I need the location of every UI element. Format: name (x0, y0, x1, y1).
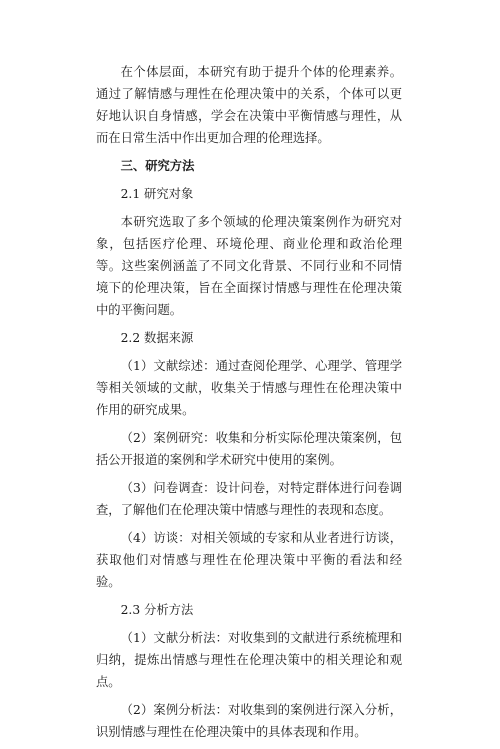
paragraph-literature-analysis: （1）文献分析法：对收集到的文献进行系统梳理和归纳，提炼出情感与理性在伦理决策中的相关理论和观点。 (96, 631, 402, 689)
document-body (96, 61, 402, 749)
paragraph-research-object: 本研究选取了多个领域的伦理决策案例作为研究对象，包括医疗伦理、环境伦理、商业伦理和政治伦理等。这些案例涵盖了不同文化背景、不同行业和不同情境下的伦理决策，旨在全面探讨情感与理性在伦理决策中的平衡问题。 (96, 215, 402, 317)
paragraph-questionnaire: （3）问卷调查：设计问卷，对特定群体进行问卷调查，了解他们在伦理决策中情感与理性的表现和态度。 (96, 481, 402, 517)
subsection-heading-research-object: 2.1 研究对象 (120, 187, 194, 201)
paragraph-interview: （4）访谈：对相关领域的专家和从业者进行访谈，获取他们对情感与理性在伦理决策中平衡的看法和经验。 (96, 531, 402, 589)
section-heading-research-methods: 三、研究方法 (120, 158, 195, 173)
subsection-heading-analysis-method: 2.3 分析方法 (120, 603, 194, 617)
paragraph-case-study: （2）案例研究：收集和分析实际伦理决策案例，包括公开报道的案例和学术研究中使用的案例。 (96, 431, 402, 467)
paragraph-individual-level: 在个体层面，本研究有助于提升个体的伦理素养。通过了解情感与理性在伦理决策中的关系，个体可以更好地认识自身情感，学会在决策中平衡情感与理性，从而在日常生活中作出更加合理的伦理选择。 (96, 65, 402, 145)
subsection-heading-data-source: 2.2 数据来源 (120, 331, 194, 345)
paragraph-case-analysis: （2）案例分析法：对收集到的案例进行深入分析，识别情感与理性在伦理决策中的具体表现和作用。 (96, 703, 402, 739)
paragraph-literature-review: （1）文献综述：通过查阅伦理学、心理学、管理学等相关领域的文献，收集关于情感与理性在伦理决策中作用的研究成果。 (96, 359, 402, 417)
